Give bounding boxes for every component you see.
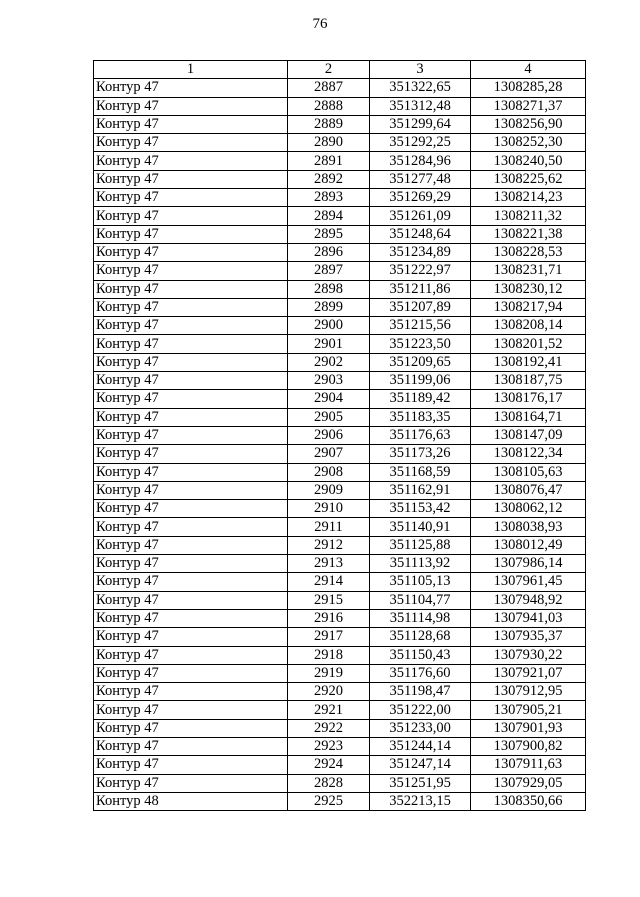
coordinate-x-cell: 351312,48 <box>370 97 471 115</box>
table-row <box>94 134 586 152</box>
table-row <box>94 573 586 591</box>
contour-name-cell: Контур 47 <box>94 445 288 463</box>
contour-name-cell: Контур 47 <box>94 683 288 701</box>
table-row <box>94 463 586 481</box>
coordinate-x-cell: 351140,91 <box>370 518 471 536</box>
contour-name-cell: Контур 47 <box>94 390 288 408</box>
contour-name-cell: Контур 47 <box>94 243 288 261</box>
contour-name-cell: Контур 47 <box>94 719 288 737</box>
coordinate-x-cell: 352213,15 <box>370 792 471 810</box>
coordinate-y-cell: 1307921,07 <box>471 664 586 682</box>
contour-name-cell: Контур 47 <box>94 207 288 225</box>
contour-name-cell: Контур 47 <box>94 591 288 609</box>
coordinate-y-cell: 1308176,17 <box>471 390 586 408</box>
coordinate-x-cell: 351168,59 <box>370 463 471 481</box>
contour-name-cell: Контур 47 <box>94 426 288 444</box>
table-row <box>94 335 586 353</box>
coordinate-y-cell: 1308231,71 <box>471 262 586 280</box>
coordinate-y-cell: 1308208,14 <box>471 317 586 335</box>
coordinate-y-cell: 1308225,62 <box>471 170 586 188</box>
contour-name-cell: Контур 47 <box>94 555 288 573</box>
contour-name-cell: Контур 47 <box>94 134 288 152</box>
contour-name-cell: Контур 47 <box>94 664 288 682</box>
coordinate-x-cell: 351113,92 <box>370 555 471 573</box>
coordinate-y-cell: 1308271,37 <box>471 97 586 115</box>
table-row <box>94 152 586 170</box>
table-row <box>94 719 586 737</box>
coordinate-x-cell: 351176,60 <box>370 664 471 682</box>
coordinate-y-cell: 1308105,63 <box>471 463 586 481</box>
contour-name-cell: Контур 47 <box>94 335 288 353</box>
contour-name-cell: Контур 47 <box>94 189 288 207</box>
column-header-4: 4 <box>471 61 586 79</box>
coordinate-x-cell: 351125,88 <box>370 536 471 554</box>
coordinate-y-cell: 1307961,45 <box>471 573 586 591</box>
coordinate-x-cell: 351215,56 <box>370 317 471 335</box>
point-number-cell: 2891 <box>288 152 370 170</box>
coordinate-y-cell: 1307901,93 <box>471 719 586 737</box>
table-row <box>94 609 586 627</box>
contour-name-cell: Контур 47 <box>94 79 288 97</box>
table-row <box>94 536 586 554</box>
coordinate-y-cell: 1307935,37 <box>471 628 586 646</box>
coordinate-x-cell: 351223,50 <box>370 335 471 353</box>
table-row <box>94 555 586 573</box>
coordinate-x-cell: 351269,29 <box>370 189 471 207</box>
coordinates-table <box>93 60 586 811</box>
contour-name-cell: Контур 47 <box>94 152 288 170</box>
coordinate-x-cell: 351222,00 <box>370 701 471 719</box>
coordinate-y-cell: 1308221,38 <box>471 225 586 243</box>
coordinate-x-cell: 351104,77 <box>370 591 471 609</box>
table-row <box>94 518 586 536</box>
coordinate-y-cell: 1308012,49 <box>471 536 586 554</box>
table-row <box>94 170 586 188</box>
coordinate-x-cell: 351284,96 <box>370 152 471 170</box>
table-row <box>94 481 586 499</box>
coordinate-y-cell: 1308240,50 <box>471 152 586 170</box>
coordinate-x-cell: 351198,47 <box>370 683 471 701</box>
table-row <box>94 79 586 97</box>
point-number-cell: 2918 <box>288 646 370 664</box>
table-row <box>94 664 586 682</box>
point-number-cell: 2887 <box>288 79 370 97</box>
coordinate-y-cell: 1307941,03 <box>471 609 586 627</box>
point-number-cell: 2889 <box>288 115 370 133</box>
coordinate-y-cell: 1308217,94 <box>471 298 586 316</box>
coordinate-x-cell: 351248,64 <box>370 225 471 243</box>
point-number-cell: 2917 <box>288 628 370 646</box>
contour-name-cell: Контур 47 <box>94 737 288 755</box>
coordinate-x-cell: 351234,89 <box>370 243 471 261</box>
contour-name-cell: Контур 47 <box>94 353 288 371</box>
table-row <box>94 353 586 371</box>
coordinate-x-cell: 351251,95 <box>370 774 471 792</box>
contour-name-cell: Контур 47 <box>94 518 288 536</box>
table-row <box>94 262 586 280</box>
point-number-cell: 2911 <box>288 518 370 536</box>
coordinate-x-cell: 351150,43 <box>370 646 471 664</box>
coordinate-y-cell: 1308230,12 <box>471 280 586 298</box>
coordinate-x-cell: 351322,65 <box>370 79 471 97</box>
table-row <box>94 97 586 115</box>
point-number-cell: 2906 <box>288 426 370 444</box>
coordinate-y-cell: 1307948,92 <box>471 591 586 609</box>
point-number-cell: 2828 <box>288 774 370 792</box>
point-number-cell: 2902 <box>288 353 370 371</box>
coordinate-y-cell: 1308147,09 <box>471 426 586 444</box>
coordinate-x-cell: 351199,06 <box>370 372 471 390</box>
table-row <box>94 646 586 664</box>
point-number-cell: 2910 <box>288 500 370 518</box>
table-row <box>94 500 586 518</box>
point-number-cell: 2897 <box>288 262 370 280</box>
coordinate-x-cell: 351105,13 <box>370 573 471 591</box>
coordinate-y-cell: 1308228,53 <box>471 243 586 261</box>
point-number-cell: 2904 <box>288 390 370 408</box>
contour-name-cell: Контур 47 <box>94 573 288 591</box>
table-row <box>94 426 586 444</box>
table-row <box>94 243 586 261</box>
contour-name-cell: Контур 47 <box>94 609 288 627</box>
contour-name-cell: Контур 47 <box>94 628 288 646</box>
contour-name-cell: Контур 47 <box>94 463 288 481</box>
coordinate-y-cell: 1308285,28 <box>471 79 586 97</box>
table-header-row <box>94 61 586 79</box>
point-number-cell: 2899 <box>288 298 370 316</box>
table-row <box>94 207 586 225</box>
contour-name-cell: Контур 47 <box>94 225 288 243</box>
contour-name-cell: Контур 47 <box>94 372 288 390</box>
table-row <box>94 591 586 609</box>
coordinate-y-cell: 1308187,75 <box>471 372 586 390</box>
coordinate-y-cell: 1307911,63 <box>471 756 586 774</box>
table-row <box>94 372 586 390</box>
point-number-cell: 2915 <box>288 591 370 609</box>
contour-name-cell: Контур 48 <box>94 792 288 810</box>
point-number-cell: 2916 <box>288 609 370 627</box>
point-number-cell: 2894 <box>288 207 370 225</box>
contour-name-cell: Контур 47 <box>94 500 288 518</box>
point-number-cell: 2914 <box>288 573 370 591</box>
table-row <box>94 756 586 774</box>
point-number-cell: 2900 <box>288 317 370 335</box>
coordinate-y-cell: 1307929,05 <box>471 774 586 792</box>
point-number-cell: 2892 <box>288 170 370 188</box>
point-number-cell: 2924 <box>288 756 370 774</box>
contour-name-cell: Контур 47 <box>94 774 288 792</box>
contour-name-cell: Контур 47 <box>94 408 288 426</box>
coordinate-x-cell: 351153,42 <box>370 500 471 518</box>
coordinate-x-cell: 351292,25 <box>370 134 471 152</box>
table-row <box>94 390 586 408</box>
contour-name-cell: Контур 47 <box>94 262 288 280</box>
coordinate-x-cell: 351299,64 <box>370 115 471 133</box>
coordinate-x-cell: 351211,86 <box>370 280 471 298</box>
coordinate-y-cell: 1307900,82 <box>471 737 586 755</box>
point-number-cell: 2922 <box>288 719 370 737</box>
table-row <box>94 701 586 719</box>
point-number-cell: 2903 <box>288 372 370 390</box>
point-number-cell: 2901 <box>288 335 370 353</box>
coordinate-y-cell: 1308122,34 <box>471 445 586 463</box>
point-number-cell: 2888 <box>288 97 370 115</box>
coordinate-x-cell: 351209,65 <box>370 353 471 371</box>
coordinate-x-cell: 351222,97 <box>370 262 471 280</box>
coordinate-x-cell: 351244,14 <box>370 737 471 755</box>
table-row <box>94 115 586 133</box>
point-number-cell: 2921 <box>288 701 370 719</box>
point-number-cell: 2919 <box>288 664 370 682</box>
contour-name-cell: Контур 47 <box>94 170 288 188</box>
table-row <box>94 225 586 243</box>
coordinate-x-cell: 351233,00 <box>370 719 471 737</box>
point-number-cell: 2896 <box>288 243 370 261</box>
coordinate-y-cell: 1308038,93 <box>471 518 586 536</box>
point-number-cell: 2893 <box>288 189 370 207</box>
contour-name-cell: Контур 47 <box>94 298 288 316</box>
coordinate-y-cell: 1307912,95 <box>471 683 586 701</box>
coordinate-y-cell: 1307930,22 <box>471 646 586 664</box>
column-header-2: 2 <box>288 61 370 79</box>
coordinate-y-cell: 1308256,90 <box>471 115 586 133</box>
point-number-cell: 2890 <box>288 134 370 152</box>
coordinate-y-cell: 1308201,52 <box>471 335 586 353</box>
table-row <box>94 683 586 701</box>
table-row <box>94 628 586 646</box>
table-row <box>94 792 586 810</box>
coordinate-x-cell: 351277,48 <box>370 170 471 188</box>
contour-name-cell: Контур 47 <box>94 701 288 719</box>
point-number-cell: 2905 <box>288 408 370 426</box>
point-number-cell: 2909 <box>288 481 370 499</box>
point-number-cell: 2925 <box>288 792 370 810</box>
contour-name-cell: Контур 47 <box>94 280 288 298</box>
coordinate-y-cell: 1308252,30 <box>471 134 586 152</box>
table-row <box>94 317 586 335</box>
coordinate-x-cell: 351176,63 <box>370 426 471 444</box>
table-row <box>94 445 586 463</box>
contour-name-cell: Контур 47 <box>94 97 288 115</box>
coordinate-x-cell: 351189,42 <box>370 390 471 408</box>
coordinate-x-cell: 351114,98 <box>370 609 471 627</box>
column-header-1: 1 <box>94 61 288 79</box>
contour-name-cell: Контур 47 <box>94 115 288 133</box>
table-row <box>94 189 586 207</box>
coordinate-x-cell: 351207,89 <box>370 298 471 316</box>
table-row <box>94 737 586 755</box>
coordinate-x-cell: 351247,14 <box>370 756 471 774</box>
coordinate-x-cell: 351128,68 <box>370 628 471 646</box>
table-row <box>94 774 586 792</box>
coordinate-x-cell: 351261,09 <box>370 207 471 225</box>
point-number-cell: 2907 <box>288 445 370 463</box>
table-row <box>94 408 586 426</box>
coordinate-x-cell: 351162,91 <box>370 481 471 499</box>
contour-name-cell: Контур 47 <box>94 481 288 499</box>
table-body <box>94 79 586 811</box>
point-number-cell: 2908 <box>288 463 370 481</box>
coordinate-y-cell: 1308350,66 <box>471 792 586 810</box>
table-row <box>94 280 586 298</box>
coordinate-y-cell: 1307986,14 <box>471 555 586 573</box>
coordinate-x-cell: 351173,26 <box>370 445 471 463</box>
contour-name-cell: Контур 47 <box>94 756 288 774</box>
coordinate-y-cell: 1308211,32 <box>471 207 586 225</box>
contour-name-cell: Контур 47 <box>94 317 288 335</box>
coordinate-y-cell: 1308192,41 <box>471 353 586 371</box>
contour-name-cell: Контур 47 <box>94 646 288 664</box>
coordinate-y-cell: 1308214,23 <box>471 189 586 207</box>
point-number-cell: 2920 <box>288 683 370 701</box>
point-number-cell: 2912 <box>288 536 370 554</box>
coordinate-x-cell: 351183,35 <box>370 408 471 426</box>
page-number: 76 <box>312 16 328 32</box>
point-number-cell: 2898 <box>288 280 370 298</box>
coordinate-y-cell: 1308062,12 <box>471 500 586 518</box>
contour-name-cell: Контур 47 <box>94 536 288 554</box>
coordinate-y-cell: 1307905,21 <box>471 701 586 719</box>
point-number-cell: 2923 <box>288 737 370 755</box>
coordinate-y-cell: 1308164,71 <box>471 408 586 426</box>
column-header-3: 3 <box>370 61 471 79</box>
point-number-cell: 2895 <box>288 225 370 243</box>
coordinate-y-cell: 1308076,47 <box>471 481 586 499</box>
table-row <box>94 298 586 316</box>
point-number-cell: 2913 <box>288 555 370 573</box>
